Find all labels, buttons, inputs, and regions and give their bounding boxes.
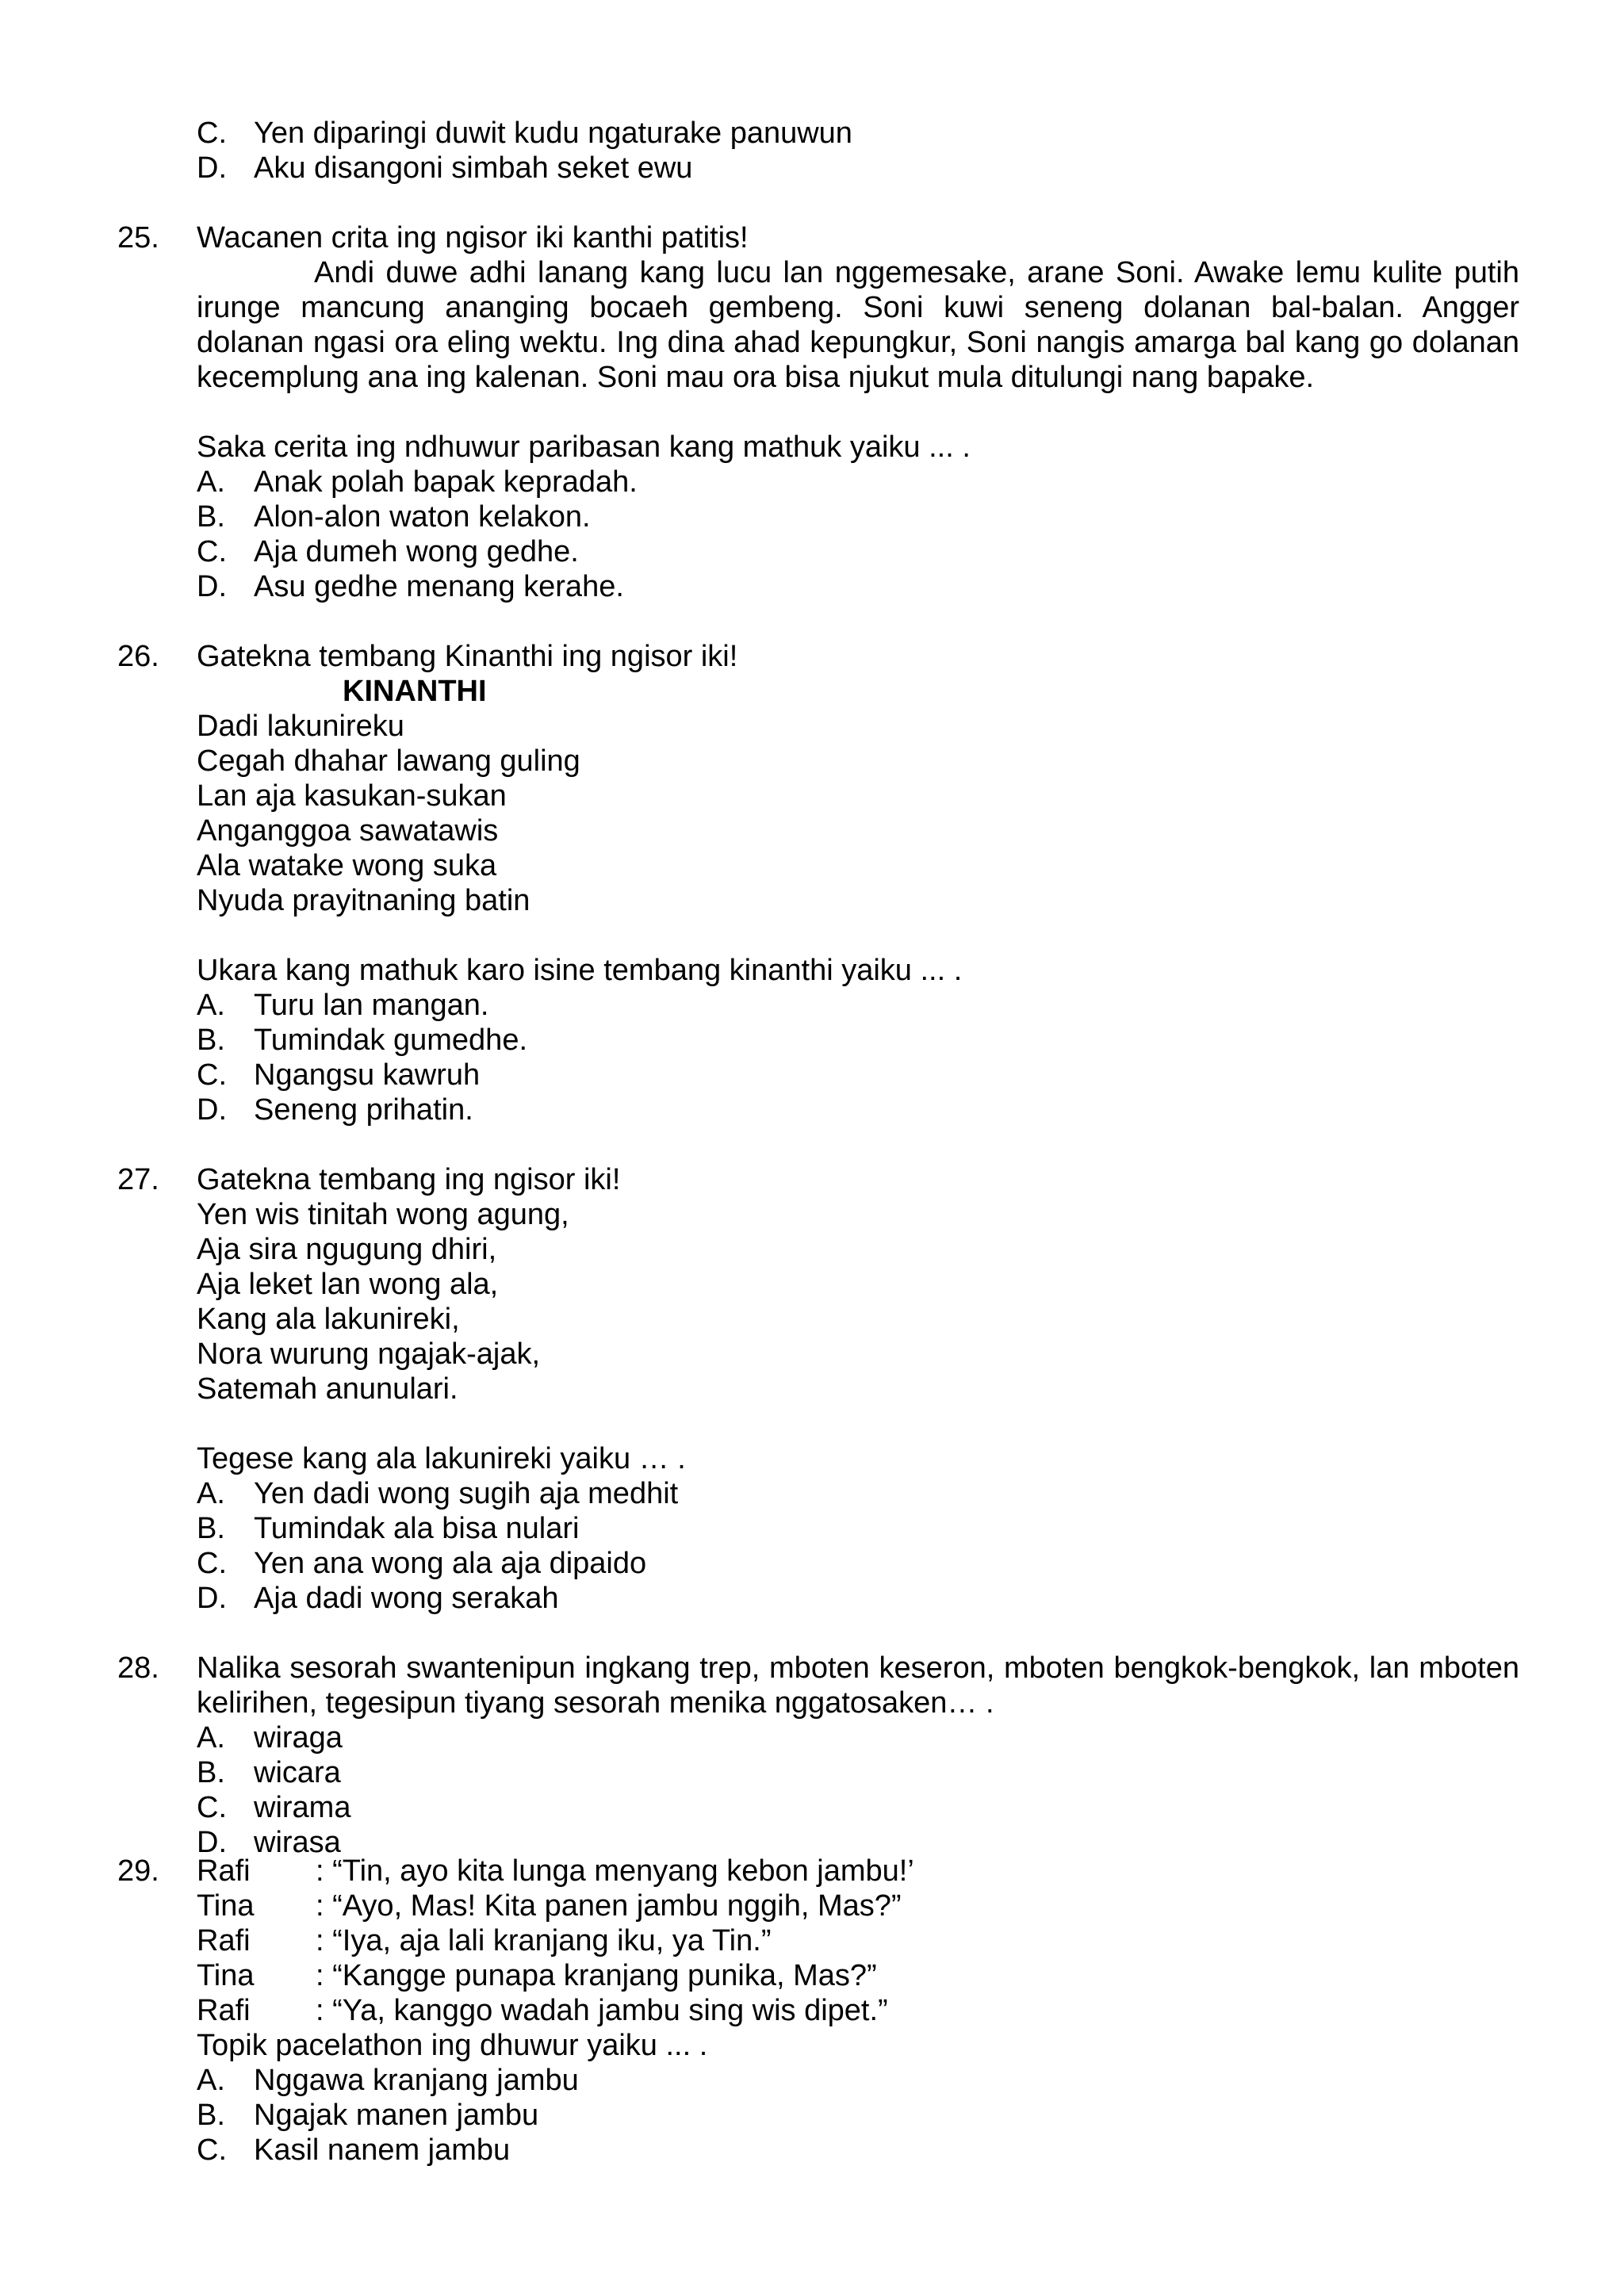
q25-option-b: B. Alon-alon waton kelakon. [197,500,591,534]
q26-song-line: Cegah dhahar lawang guling [197,744,580,778]
q29-option-b: B. Ngajak manen jambu [197,2099,539,2132]
q28-option-b: B. wicara [197,1756,341,1789]
q29-option-c: C. Kasil nanem jambu [197,2133,511,2167]
q26-prompt: Gatekna tembang Kinanthi ing ngisor iki! [197,640,738,673]
q27-song-line: Yen wis tinitah wong agung, [197,1198,569,1231]
q27-option-b: B. Tumindak ala bisa nulari [197,1512,580,1545]
q25-prompt: Wacanen crita ing ngisor iki kanthi patitis! [197,221,749,254]
q26-song-line: Dadi lakunireku [197,710,404,743]
q29-option-a: A. Nggawa kranjang jambu [197,2064,579,2097]
q28-option-a: A. wiraga [197,1721,343,1755]
q25-passage-line: dolanan ngasi ora eling wektu. Ing dina ahad kepungkur, Soni nangis amarga bal kang go dolanan [197,326,1519,359]
q25-number: 25. [117,221,159,254]
q26-option-a: A. Turu lan mangan. [197,989,489,1022]
q25-question: Saka cerita ing ndhuwur paribasan kang mathuk yaiku ... . [197,430,971,464]
q26-song-title: KINANTHI [343,675,487,708]
q29-dialogue-line: Tina : “Ayo, Mas! Kita panen jambu nggih, Mas?” [197,1889,902,1923]
q29-number: 29. [117,1854,159,1888]
q24-option-d: D. Aku disangoni simbah seket ewu [197,151,693,185]
q26-question: Ukara kang mathuk karo isine tembang kinanthi yaiku ... . [197,954,963,987]
q25-option-c: C. Aja dumeh wong gedhe. [197,535,579,568]
q27-song-line: Aja leket lan wong ala, [197,1268,499,1301]
q27-song-line: Nora wurung ngajak-ajak, [197,1337,541,1371]
q25-passage-line: kecemplung ana ing kalenan. Soni mau ora bisa njukut mula ditulungi nang bapake. [197,361,1315,394]
q26-number: 26. [117,640,159,673]
q28-prompt-line: Nalika sesorah swantenipun ingkang trep, mboten keseron, mboten bengkok-bengkok, lan mboten [197,1651,1519,1685]
q28-prompt-line: kelirihen, tegesipun tiyang sesorah menika nggatosaken… . [197,1686,994,1720]
q25-passage-line: irunge mancung ananging bocaeh gembeng. Soni kuwi seneng dolanan bal-balan. Angger [197,291,1519,324]
q24-option-c: C. Yen diparingi duwit kudu ngaturake panuwun [197,117,852,150]
q26-option-d: D. Seneng prihatin. [197,1093,473,1127]
q26-song-line: Nyuda prayitnaning batin [197,884,530,917]
q29-dialogue-line: Tina : “Kangge punapa kranjang punika, Mas?” [197,1959,877,1992]
q27-option-c: C. Yen ana wong ala aja dipaido [197,1547,647,1580]
q27-option-d: D. Aja dadi wong serakah [197,1582,559,1615]
q25-passage-line: Andi duwe adhi lanang kang lucu lan nggemesake, arane Soni. Awake lemu kulite putih [314,256,1519,289]
q29-dialogue-line: Rafi : “Tin, ayo kita lunga menyang kebon jambu!’ [197,1854,914,1888]
q26-song-line: Anganggoa sawatawis [197,814,499,848]
q27-song-line: Kang ala lakunireki, [197,1303,460,1336]
q28-number: 28. [117,1651,159,1685]
q27-prompt: Gatekna tembang ing ngisor iki! [197,1163,621,1196]
q26-option-c: C. Ngangsu kawruh [197,1058,481,1092]
q25-option-d: D. Asu gedhe menang kerahe. [197,570,624,603]
q29-question: Topik pacelathon ing dhuwur yaiku ... . [197,2029,708,2062]
q29-dialogue-line: Rafi : “Ya, kanggo wadah jambu sing wis dipet.” [197,1994,888,2027]
q25-option-a: A. Anak polah bapak kepradah. [197,465,638,499]
q29-dialogue-line: Rafi : “Iya, aja lali kranjang iku, ya Tin.” [197,1924,772,1957]
q28-option-d: D. wirasa [197,1826,341,1859]
q27-song-line: Satemah anunulari. [197,1372,458,1406]
q27-option-a: A. Yen dadi wong sugih aja medhit [197,1477,679,1510]
q27-question: Tegese kang ala lakunireki yaiku … . [197,1442,686,1475]
q26-song-line: Lan aja kasukan-sukan [197,779,507,813]
q28-option-c: C. wirama [197,1791,351,1824]
q27-song-line: Aja sira ngugung dhiri, [197,1233,497,1266]
q27-number: 27. [117,1163,159,1196]
q26-song-line: Ala watake wong suka [197,849,497,882]
q26-option-b: B. Tumindak gumedhe. [197,1024,528,1057]
